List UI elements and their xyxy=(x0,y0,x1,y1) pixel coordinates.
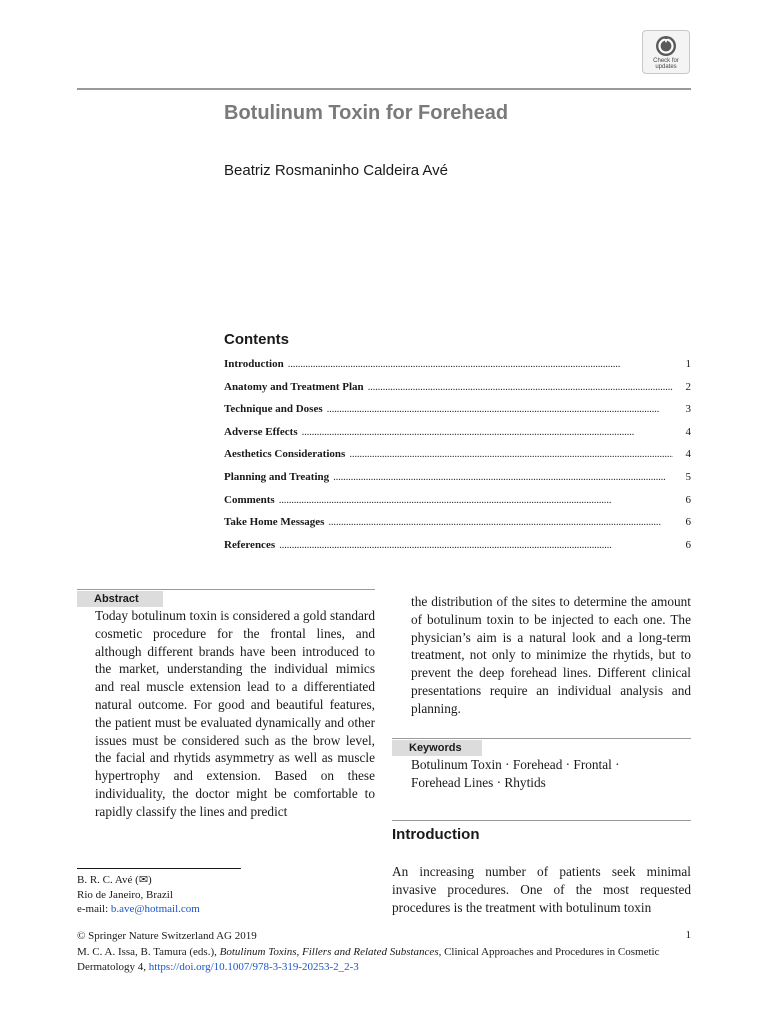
toc-leader xyxy=(279,494,673,506)
toc-leader xyxy=(279,539,673,551)
toc-item-page: 2 xyxy=(685,380,691,393)
toc-item-page: 1 xyxy=(685,358,691,370)
affiliation-name: B. R. C. Avé (✉) xyxy=(77,874,152,886)
toc-item-title: Aesthetics Considerations xyxy=(224,448,346,461)
table-of-contents xyxy=(224,358,691,561)
toc-item-page: 6 xyxy=(685,493,691,506)
keywords-label: Keywords xyxy=(392,740,482,756)
affiliation-location: Rio de Janeiro, Brazil xyxy=(77,888,173,901)
toc-leader xyxy=(333,471,673,483)
toc-item-title: References xyxy=(224,538,276,551)
introduction-rule xyxy=(392,820,691,821)
abstract-rule xyxy=(77,589,375,590)
abstract-label: Abstract xyxy=(77,591,163,607)
footnote-rule xyxy=(77,868,241,869)
toc-item-title: Technique and Doses xyxy=(224,403,323,416)
contents-heading: Contents xyxy=(224,331,289,348)
toc-item[interactable] xyxy=(224,381,691,404)
abstract-text-right: the distribution of the sites to determine the amount of botulinum toxin to be injected to each one. The physician’s aim is a natural look and a long-term treatment, not only to minimize the rhytids, but to prevent the deep forehead lines. Different clinical presentations require an individual analysis and planning. xyxy=(411,594,691,716)
toc-item[interactable] xyxy=(224,426,691,449)
copyright-line: © Springer Nature Switzerland AG 2019 xyxy=(77,930,257,942)
introduction-heading: Introduction xyxy=(392,826,480,843)
toc-item-title: Introduction xyxy=(224,358,284,370)
toc-item-title: Anatomy and Treatment Plan xyxy=(224,380,364,393)
email-label: e-mail: xyxy=(77,903,111,915)
toc-item[interactable] xyxy=(224,403,691,426)
abstract-text-left: Today botulinum toxin is considered a gold standard cosmetic procedure for the frontal lines, and although different brands have been introduced to the market, understanding the individual mimics and real muscle extension lead to a differentiated natural outcome. For good and beautiful features, the patient must be evaluated dynamically and other issues must be considered such as the brow level, the facial and rhytids asymmetry as well as muscle hypertrophy and extension. Based on these individuality, the doctor might be comfortable to rapidly classify the lines and predict xyxy=(95,608,375,819)
citation-footer xyxy=(77,929,691,976)
citation-series: , Clinical Approaches and Procedures in Cosmetic Dermatology 4, xyxy=(77,945,660,973)
citation-text xyxy=(77,945,691,976)
keywords-rule xyxy=(392,738,691,739)
toc-item-page: 5 xyxy=(685,470,691,483)
citation-book-title: Botulinum Toxins, Fillers and Related Substances xyxy=(219,945,439,958)
affiliation-block xyxy=(77,873,200,917)
check-updates-icon xyxy=(655,35,677,57)
toc-item-page: 6 xyxy=(685,538,691,551)
toc-item[interactable] xyxy=(224,539,691,562)
toc-item[interactable] xyxy=(224,471,691,494)
toc-item-title: Comments xyxy=(224,493,275,506)
toc-item-page: 3 xyxy=(685,403,691,416)
affiliation-email-line xyxy=(77,902,200,917)
toc-item-title: Planning and Treating xyxy=(224,470,330,483)
chapter-author: Beatriz Rosmaninho Caldeira Avé xyxy=(224,162,449,179)
toc-item-page: 6 xyxy=(685,516,691,529)
toc-item[interactable] xyxy=(224,494,691,517)
toc-item-title: Adverse Effects xyxy=(224,425,298,438)
toc-item[interactable] xyxy=(224,358,691,381)
email-link[interactable]: b.ave@hotmail.com xyxy=(110,903,200,915)
check-for-updates-badge[interactable] xyxy=(642,30,690,74)
toc-leader xyxy=(327,403,673,415)
toc-item-page: 4 xyxy=(685,448,691,461)
badge-label: Check for updates xyxy=(653,58,679,70)
page-number: 1 xyxy=(685,929,691,941)
toc-leader xyxy=(302,426,673,438)
toc-item[interactable] xyxy=(224,516,691,539)
toc-leader xyxy=(368,381,673,393)
introduction-text: An increasing number of patients seek minimal invasive procedures. One of the most requested procedures is the treatment with botulinum toxin xyxy=(392,864,691,915)
doi-link[interactable]: https://doi.org/10.1007/978-3-319-20253-2_2-3 xyxy=(148,961,359,973)
keywords-text: Botulinum Toxin · Forehead · Frontal · Forehead Lines · Rhytids xyxy=(411,757,620,790)
toc-item-page: 4 xyxy=(685,425,691,438)
chapter-title: Botulinum Toxin for Forehead xyxy=(224,102,509,124)
toc-leader xyxy=(328,516,673,528)
toc-item-title: Take Home Messages xyxy=(224,516,325,529)
header-rule xyxy=(77,88,691,90)
citation-editors: M. C. A. Issa, B. Tamura (eds.), xyxy=(77,945,220,958)
toc-item[interactable] xyxy=(224,448,691,471)
toc-leader xyxy=(288,358,673,370)
toc-leader xyxy=(349,448,673,460)
